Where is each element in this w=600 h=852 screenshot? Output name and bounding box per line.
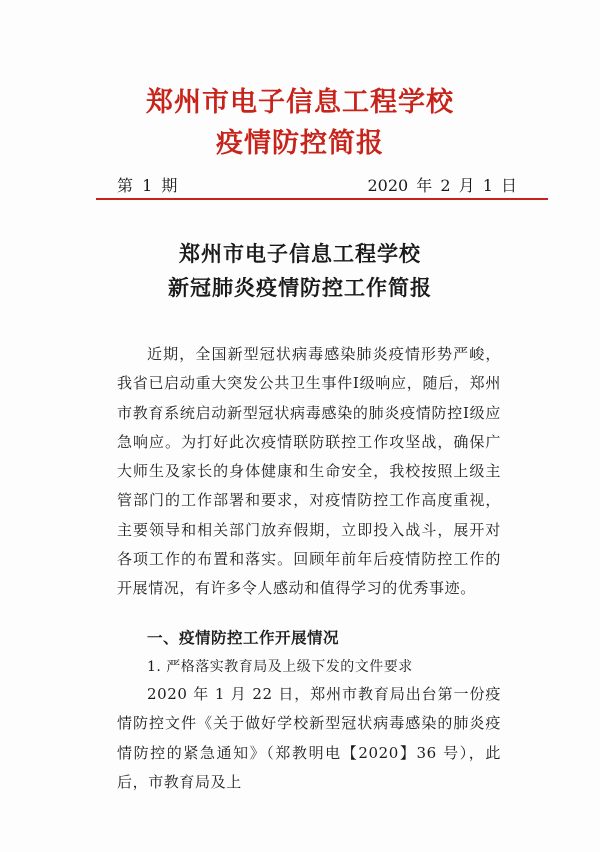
red-divider-line <box>96 198 548 200</box>
intro-paragraph: 近期，全国新型冠状病毒感染肺炎疫情形势严峻，我省已启动重大突发公共卫生事件Ⅰ级响应，随后，郑州市教育系统启动新型冠状病毒感染的肺炎疫情防控Ⅰ级应急响应。为打好此次疫情联防联控工作攻坚战，确保广大师生及家长的身体健康和生命安全，我校按照上级主管部门的工作部署和要求，对疫情防控工作高度重视，主要领导和相关部门放弃假期，立即投入战斗，展开对各项工作的布置和落实。回顾年前年后疫情防控工作的开展情况，有许多令人感动和值得学习的优秀事迹。 <box>117 345 501 598</box>
bulletin-title-header: 疫情防控简报 <box>216 128 384 159</box>
section-paragraph: 2020 年 1 月 22 日，郑州市教育局出台第一份疫情防控文件《关于做好学校新型冠状病毒感染的肺炎疫情防控的紧急通知》（郑教明电【2020】36 号），此后，市教育局及上 <box>117 685 501 791</box>
article-title-line1: 郑州市电子信息工程学校 <box>179 241 421 266</box>
subsection-heading: 1. 严格落实教育局及上级下发的文件要求 <box>147 659 413 675</box>
section-heading: 一、疫情防控工作开展情况 <box>147 628 340 647</box>
issue-date: 2020 年 2 月 1 日 <box>367 176 517 195</box>
issue-number: 第 1 期 <box>117 176 178 195</box>
issue-info-row <box>117 173 517 195</box>
article-title-line2: 新冠肺炎疫情防控工作简报 <box>168 275 432 300</box>
school-name-header: 郑州市电子信息工程学校 <box>146 87 454 118</box>
